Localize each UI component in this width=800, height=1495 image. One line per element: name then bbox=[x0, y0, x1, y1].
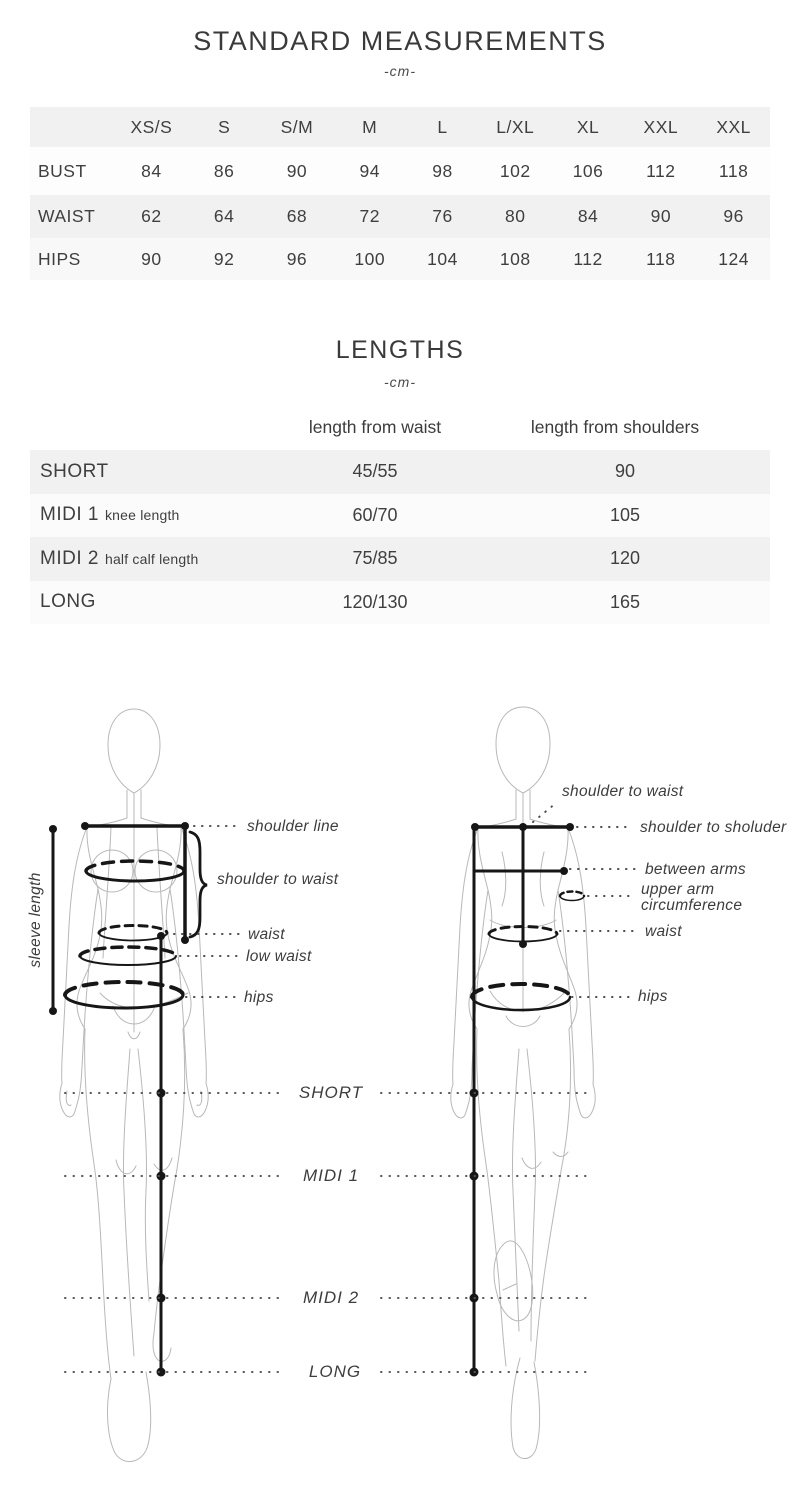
from-waist-value: 60/70 bbox=[352, 504, 398, 525]
measurement-diagram bbox=[0, 690, 800, 1495]
circumference-label: circumference bbox=[641, 897, 743, 914]
shoulder-to-waist-brace bbox=[190, 832, 207, 937]
length-name: SHORT bbox=[40, 460, 109, 482]
lengths-table bbox=[30, 450, 770, 624]
from-shoulders-value: 120 bbox=[609, 548, 641, 569]
size-header: M bbox=[362, 116, 378, 137]
croquis-head bbox=[108, 709, 160, 793]
croquis-torso bbox=[77, 827, 102, 1029]
waist-value: 80 bbox=[505, 206, 526, 226]
row-label: BUST bbox=[38, 160, 87, 181]
croquis-bust bbox=[135, 850, 177, 892]
bust-value: 94 bbox=[359, 160, 380, 181]
size-header: L bbox=[437, 116, 448, 137]
croquis-leg bbox=[512, 1049, 519, 1331]
croquis-foot bbox=[108, 1372, 151, 1462]
shoulder-to-waist-back-label: shoulder to waist bbox=[562, 783, 684, 800]
from-waist-value: 75/85 bbox=[352, 548, 398, 569]
sleeve-length-label: sleeve length bbox=[27, 872, 44, 968]
measurements-unit: -cm- bbox=[384, 63, 416, 79]
bust-value: 102 bbox=[499, 160, 531, 181]
croquis-bust bbox=[91, 850, 133, 892]
croquis-leg bbox=[85, 1029, 111, 1379]
shoulder-to-shoulder-label: shoulder to sholuder bbox=[640, 819, 787, 836]
midi1-marker-label: MIDI 1 bbox=[302, 1166, 360, 1185]
upper-arm-ellipse-dashed bbox=[560, 892, 584, 897]
lengths-title: LENGTHS bbox=[335, 336, 465, 364]
waist-value: 62 bbox=[141, 206, 162, 226]
croquis-hand bbox=[186, 1067, 208, 1117]
measure-dot bbox=[471, 823, 479, 831]
hips-back-label: hips bbox=[638, 988, 668, 1005]
bust-value: 90 bbox=[286, 160, 308, 181]
croquis-leg bbox=[477, 1029, 506, 1366]
back-hips-ellipse-solid bbox=[472, 997, 570, 1010]
back-hips-ellipse-dashed bbox=[472, 984, 570, 997]
croquis-leg bbox=[154, 1029, 185, 1333]
waist-ellipse-dashed bbox=[99, 926, 167, 933]
row-label: HIPS bbox=[38, 248, 81, 269]
bust-value: 86 bbox=[213, 160, 235, 181]
measure-dot bbox=[81, 822, 89, 830]
length-label bbox=[30, 461, 270, 483]
size-header-row bbox=[30, 107, 770, 147]
waist-value: 72 bbox=[359, 206, 380, 226]
croquis-arm bbox=[568, 828, 593, 1084]
croquis-leg bbox=[535, 1029, 571, 1361]
short-marker-label: SHORT bbox=[298, 1083, 364, 1102]
waist-back-label: waist bbox=[645, 923, 682, 940]
croquis-neck bbox=[516, 790, 530, 827]
shoulder-line-label: shoulder line bbox=[247, 818, 339, 835]
length-name: MIDI 2 bbox=[40, 547, 99, 569]
croquis-leg bbox=[138, 1049, 149, 1301]
waist-value: 68 bbox=[286, 206, 308, 226]
length-sublabel: half calf length bbox=[104, 550, 199, 567]
length-row-midi2 bbox=[30, 537, 770, 581]
hips-label: hips bbox=[244, 989, 274, 1006]
hips-ellipse-dashed bbox=[65, 982, 183, 995]
length-row-midi1 bbox=[30, 494, 770, 538]
croquis-hand bbox=[60, 1067, 82, 1117]
measure-dot bbox=[519, 823, 527, 831]
waist-row bbox=[30, 195, 770, 238]
bust-value: 98 bbox=[432, 160, 453, 181]
row-label: WAIST bbox=[38, 206, 96, 226]
measure-dot bbox=[157, 932, 165, 940]
waist-label: waist bbox=[248, 926, 285, 943]
upper-arm-ellipse-solid bbox=[560, 896, 584, 901]
length-label bbox=[30, 548, 270, 570]
from-shoulders-value: 90 bbox=[614, 461, 636, 482]
hips-ellipse-solid bbox=[65, 995, 183, 1008]
hips-value: 92 bbox=[213, 248, 235, 269]
hips-row bbox=[30, 238, 770, 280]
hips-value: 100 bbox=[354, 248, 386, 269]
bust-value: 118 bbox=[718, 160, 749, 181]
measure-dot bbox=[560, 867, 568, 875]
croquis-leg bbox=[123, 1049, 134, 1356]
midi2-marker-label: MIDI 2 bbox=[302, 1288, 360, 1307]
measure-dot bbox=[181, 822, 189, 830]
bust-value: 112 bbox=[646, 160, 676, 181]
length-row-long bbox=[30, 581, 770, 625]
measure-dot bbox=[49, 825, 57, 833]
hips-value: 124 bbox=[718, 248, 749, 269]
bust-row bbox=[30, 147, 770, 195]
croquis-hand bbox=[451, 1068, 472, 1118]
bust-value: 84 bbox=[141, 160, 162, 181]
measure-dot bbox=[49, 1007, 57, 1015]
size-header: S/M bbox=[280, 116, 314, 137]
back-measure-lines bbox=[472, 827, 584, 1372]
waist-value: 84 bbox=[577, 206, 599, 226]
low-waist-label: low waist bbox=[246, 948, 312, 965]
length-label bbox=[30, 591, 270, 613]
from-waist-value: 45/55 bbox=[352, 461, 398, 482]
waist-value: 64 bbox=[213, 206, 235, 226]
hips-value: 104 bbox=[427, 248, 458, 269]
length-row-short bbox=[30, 450, 770, 494]
lengths-unit: -cm- bbox=[384, 374, 416, 390]
croquis-knee bbox=[522, 1152, 568, 1168]
waist-value: 96 bbox=[723, 206, 744, 226]
upper-arm-label: upper arm bbox=[641, 881, 715, 898]
hips-value: 112 bbox=[573, 248, 603, 269]
lengths-col-header-waist: length from waist bbox=[308, 417, 442, 437]
hips-value: 108 bbox=[499, 248, 531, 269]
croquis-arm bbox=[558, 890, 574, 1068]
measure-dot bbox=[181, 936, 189, 944]
size-header: XXL bbox=[643, 116, 679, 137]
waist-value: 76 bbox=[432, 206, 453, 226]
croquis-knee bbox=[116, 1158, 172, 1174]
shoulder-to-waist-label: shoulder to waist bbox=[217, 871, 339, 888]
size-header: XS/S bbox=[130, 116, 173, 137]
front-figure-outline bbox=[60, 709, 208, 1462]
waist-value: 90 bbox=[650, 206, 672, 226]
hips-value: 90 bbox=[141, 248, 162, 269]
measurements-title: STANDARD MEASUREMENTS bbox=[193, 26, 607, 56]
croquis-briefs bbox=[100, 993, 188, 1039]
leader-shoulder-to-waist-back bbox=[533, 803, 556, 822]
hips-value: 96 bbox=[286, 248, 308, 269]
croquis-foot bbox=[511, 1358, 540, 1459]
from-waist-value: 120/130 bbox=[342, 591, 408, 612]
from-shoulders-value: 165 bbox=[609, 591, 641, 612]
measure-dot bbox=[519, 940, 527, 948]
measure-dot bbox=[566, 823, 574, 831]
croquis-head bbox=[496, 707, 550, 793]
length-sublabel: knee length bbox=[104, 507, 180, 524]
length-label bbox=[30, 504, 270, 526]
between-arms-label: between arms bbox=[645, 861, 746, 878]
bust-value: 106 bbox=[572, 160, 604, 181]
lengths-col-header-shoulders: length from shoulders bbox=[530, 417, 700, 437]
size-header: XXL bbox=[716, 116, 751, 137]
waist-ellipse-solid bbox=[99, 933, 167, 941]
length-name: MIDI 1 bbox=[40, 504, 99, 526]
standard-measurements-table bbox=[30, 107, 770, 280]
diagram-labels bbox=[27, 783, 787, 1381]
size-header: S bbox=[218, 116, 231, 137]
hips-value: 118 bbox=[646, 248, 676, 269]
size-header: L/XL bbox=[496, 116, 535, 137]
croquis-lifted-foot bbox=[494, 1241, 533, 1321]
size-header: XL bbox=[576, 116, 600, 137]
length-name: LONG bbox=[40, 591, 96, 613]
from-shoulders-value: 105 bbox=[609, 504, 641, 525]
long-marker-label: LONG bbox=[308, 1362, 362, 1381]
